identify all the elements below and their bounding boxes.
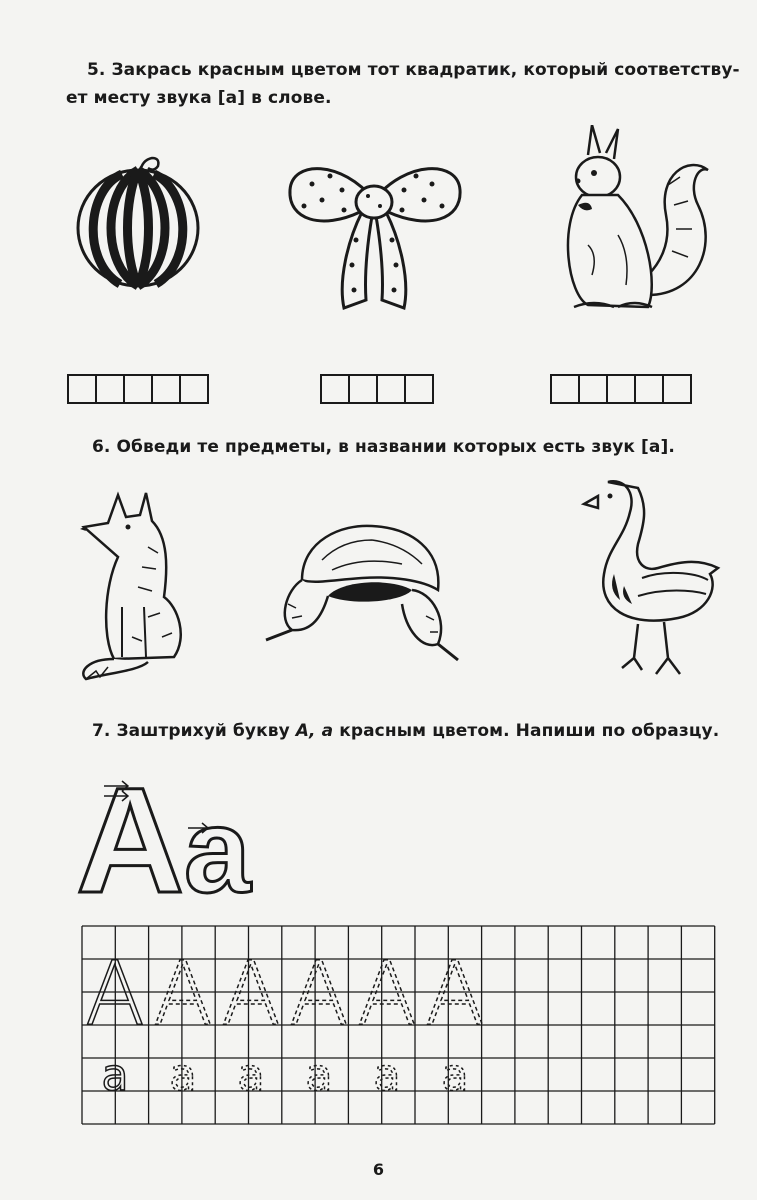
trace-upper-letter[interactable]: А <box>356 942 418 1045</box>
sound-square[interactable] <box>404 374 434 404</box>
sound-square[interactable] <box>662 374 692 404</box>
sound-square[interactable] <box>320 374 350 404</box>
bow-picture[interactable] <box>282 150 467 315</box>
watermelon-picture[interactable] <box>72 150 207 290</box>
writing-grid-svg[interactable] <box>81 925 718 1126</box>
sample-upper-letter[interactable]: А <box>84 942 146 1045</box>
sound-squares-squirrel[interactable] <box>550 374 692 404</box>
goose-picture[interactable] <box>568 478 723 688</box>
task-5 <box>0 56 757 112</box>
sound-square[interactable] <box>634 374 664 404</box>
sound-square[interactable] <box>151 374 181 404</box>
fox-picture[interactable] <box>78 487 213 682</box>
task-6-text: 6. Обведи те предметы, в названии которых есть звук [а]. <box>92 437 675 457</box>
sound-squares-bow[interactable] <box>320 374 434 404</box>
sound-square[interactable] <box>606 374 636 404</box>
sound-square[interactable] <box>123 374 153 404</box>
sound-squares-watermelon[interactable] <box>67 374 209 404</box>
big-lower-letter[interactable]: а <box>184 784 251 900</box>
trace-upper-letter[interactable]: А <box>152 942 214 1045</box>
trace-upper-letter[interactable]: А <box>220 942 282 1045</box>
trace-lower-letter[interactable]: а <box>305 1050 333 1101</box>
sound-square[interactable] <box>179 374 209 404</box>
sound-square[interactable] <box>376 374 406 404</box>
squirrel-picture[interactable] <box>548 125 718 320</box>
writing-grid[interactable] <box>81 925 718 1130</box>
trace-lower-letter[interactable]: а <box>441 1050 469 1101</box>
task-7-text-before: 7. Заштрихуй букву <box>92 721 296 741</box>
task-7 <box>0 717 757 745</box>
task-7-text-after: красным цветом. Напиши по образцу. <box>333 721 720 741</box>
big-upper-letter[interactable]: А <box>76 772 185 900</box>
sound-square[interactable] <box>67 374 97 404</box>
sound-square[interactable] <box>578 374 608 404</box>
task-5-line-1: 5. Закрась красным цветом тот квадратик, который соответству- <box>87 60 740 80</box>
task-6 <box>0 433 757 461</box>
trace-lower-letter[interactable]: а <box>169 1050 197 1101</box>
trace-upper-letter[interactable]: А <box>288 942 350 1045</box>
sound-square[interactable] <box>95 374 125 404</box>
big-letters <box>72 772 282 900</box>
task-5-line-2: ет месту звука [а] в слове. <box>66 88 332 108</box>
page-number: 6 <box>372 1160 385 1179</box>
task-7-text <box>92 717 757 745</box>
ushanka-hat-picture[interactable] <box>262 520 462 665</box>
trace-lower-letter[interactable]: а <box>237 1050 265 1101</box>
sample-lower-letter[interactable]: а <box>101 1050 129 1101</box>
task-7-letters: А, а <box>295 721 334 741</box>
sound-square[interactable] <box>550 374 580 404</box>
trace-upper-letter[interactable]: А <box>424 942 486 1045</box>
sound-square[interactable] <box>348 374 378 404</box>
trace-lower-letter[interactable]: а <box>373 1050 401 1101</box>
